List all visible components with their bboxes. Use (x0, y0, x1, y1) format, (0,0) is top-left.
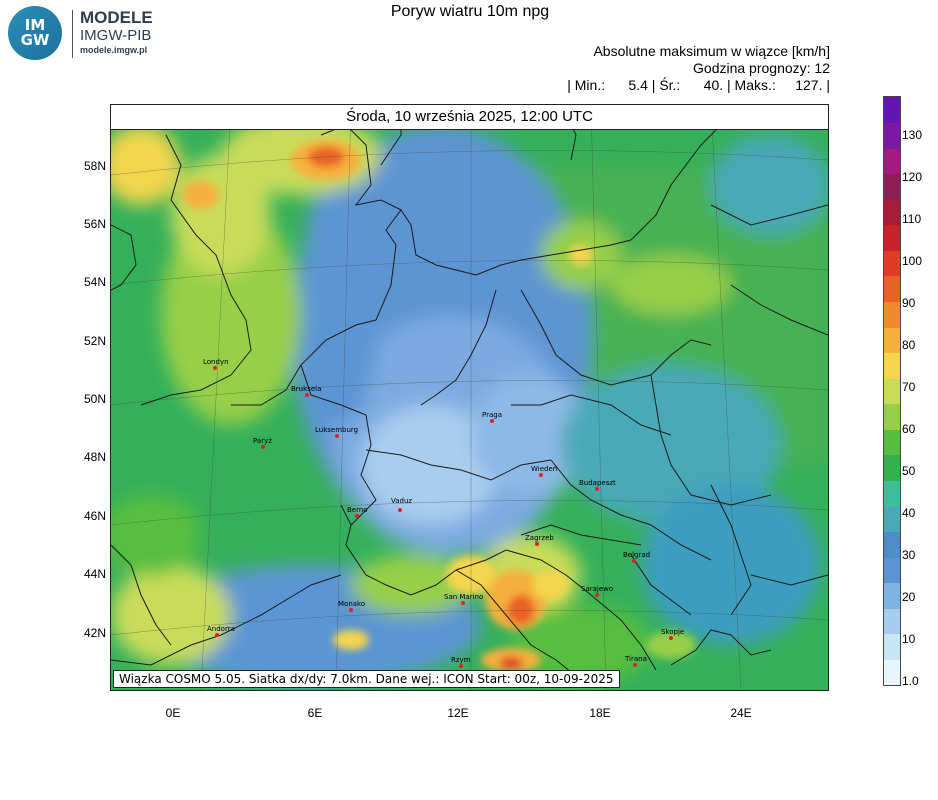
logo-divider (72, 10, 73, 58)
colorbar-segment (884, 302, 900, 328)
city-label-budapeszt: Budapeszt (579, 479, 616, 487)
colorbar-segment (884, 276, 900, 302)
info-stats: | Min.: 5.4 | Śr.: 40. | Maks.: 127. | (567, 77, 830, 93)
colorbar-segment (884, 148, 900, 174)
colorbar-segment (884, 378, 900, 404)
map-title: Poryw wiatru 10m npg (390, 3, 550, 20)
logo-org: IMGW-PIB (80, 27, 152, 44)
colorbar-label: 10 (902, 632, 916, 646)
colorbar-label: 40 (902, 506, 916, 520)
lon-label: 24E (730, 706, 752, 720)
colorbar-label: 30 (902, 548, 916, 562)
city-label-tirana: Tirana (625, 655, 647, 663)
city-label-skopje: Skopje (661, 628, 685, 636)
city-label-londyn: Londyn (203, 358, 229, 366)
city-label-paryz: Paryż (253, 437, 272, 445)
colorbar-label: 1.0 (902, 674, 919, 688)
imgw-logo-emblem (8, 6, 62, 60)
lat-label: 44N (83, 567, 106, 581)
colorbar-segment (884, 455, 900, 481)
map-date: Środa, 10 września 2025, 12:00 UTC (111, 105, 828, 130)
colorbar-label: 100 (902, 254, 923, 268)
city-label-sarajewo: Sarajewo (581, 585, 614, 593)
lat-label: 54N (83, 275, 106, 289)
colorbar-label: 20 (902, 590, 916, 604)
colorbar-segment (884, 97, 900, 123)
city-label-praga: Praga (482, 411, 502, 419)
colorbar-label: 110 (902, 212, 922, 226)
city-label-andorra: Andorra (207, 625, 235, 633)
city-label-zagrzeb: Zagrzeb (525, 534, 554, 542)
logo-url: modele.imgw.pl (80, 45, 148, 55)
forecast-info (567, 43, 830, 94)
lon-label: 18E (589, 706, 611, 720)
lon-label: 6E (307, 706, 323, 720)
colorbar-segment (884, 250, 900, 276)
info-forecast-hour: Godzina prognozy: 12 (693, 60, 830, 76)
city-label-rzym: Rzym (451, 656, 471, 664)
colorbar-segment (884, 404, 900, 430)
imgw-logo (8, 6, 168, 62)
lat-label: 56N (83, 217, 106, 231)
colorbar-segment (884, 659, 900, 685)
colorbar-segment (884, 123, 900, 149)
colorbar-label: 80 (902, 338, 916, 352)
colorbar-segment (884, 634, 900, 660)
city-label-berno: Berno (347, 506, 368, 514)
colorbar-label: 50 (902, 464, 916, 478)
city-label-luksemburg: Luksemburg (315, 426, 359, 434)
colorbar-segment (884, 353, 900, 379)
lon-label: 12E (447, 706, 469, 720)
info-variable: Absolutne maksimum w wiązce [km/h] (593, 43, 830, 59)
lon-label: 0E (165, 706, 181, 720)
model-info: Wiązka COSMO 5.05. Siatka dx/dy: 7.0km. Dane wej.: ICON Start: 00z, 10-09-2025 (113, 670, 620, 688)
wind-gust-map (111, 105, 828, 690)
lat-label: 46N (83, 509, 106, 523)
logo-text (80, 8, 153, 57)
colorbar-label: 60 (902, 422, 916, 436)
logo-emblem-bottom-text: GW (20, 31, 50, 49)
colorbar-label: 130 (902, 128, 923, 142)
city-label-bruksela: Bruksela (291, 385, 322, 393)
colorbar-segment (884, 583, 900, 609)
colorbar-segment (884, 608, 900, 634)
logo-emblem-top-text: IM (24, 16, 46, 34)
lat-label: 52N (83, 334, 106, 348)
logo-name: MODELE (80, 8, 153, 27)
colorbar-label: 120 (902, 170, 923, 184)
colorbar-segment (884, 429, 900, 455)
lat-label: 42N (83, 626, 106, 640)
colorbar-segment (884, 480, 900, 506)
colorbar-segment (884, 557, 900, 583)
colorbar-segment (884, 506, 900, 532)
lat-label: 58N (83, 159, 106, 173)
colorbar-segment (884, 532, 900, 558)
colorbar-segment (884, 327, 900, 353)
colorbar-segment (884, 199, 900, 225)
city-label-monako: Monako (338, 600, 366, 608)
city-label-san-marino: San Marino (444, 593, 484, 601)
map-panel (110, 104, 829, 691)
colorbar (883, 96, 901, 686)
lat-label: 50N (83, 392, 106, 406)
city-label-wieden: Wiedeń (531, 465, 558, 473)
lat-label: 48N (83, 450, 106, 464)
colorbar-segment (884, 174, 900, 200)
colorbar-label: 90 (902, 296, 916, 310)
colorbar-segment (884, 225, 900, 251)
city-label-belgrad: Belgrad (623, 551, 651, 559)
colorbar-label: 70 (902, 380, 916, 394)
city-label-vaduz: Vaduz (391, 497, 413, 505)
